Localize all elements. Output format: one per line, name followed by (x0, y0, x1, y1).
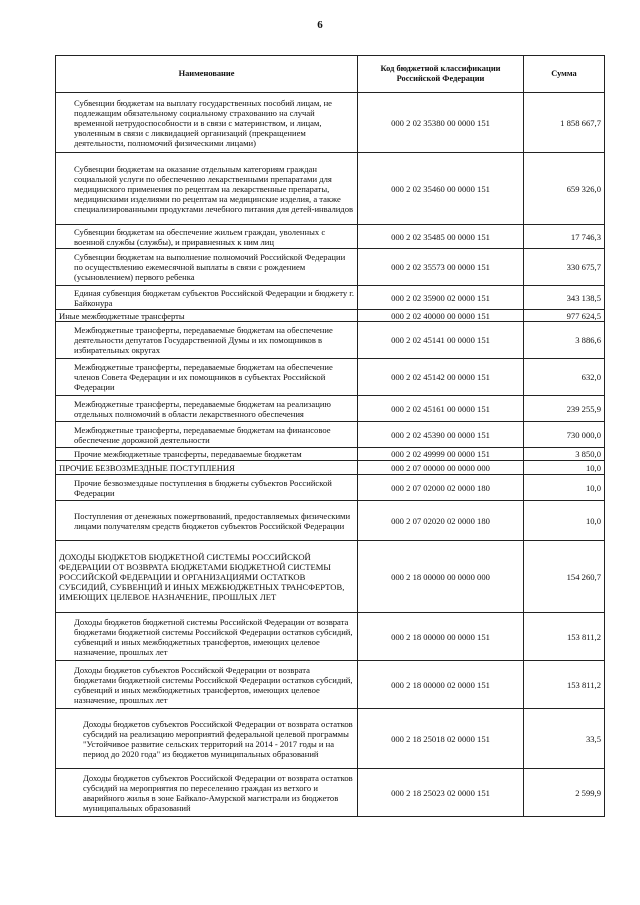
row-name: Доходы бюджетов субъектов Российской Федерации от возврата остатков субсидий на реализацию мероприятий федеральной целевой программы "Устойчивое развитие сельских территорий на 2014 - 2017 годы и на период до 2020 года" из бюджетов муниципальных образований (56, 709, 358, 769)
row-sum: 330 675,7 (524, 249, 605, 286)
table-row (56, 249, 605, 286)
table-row (56, 322, 605, 359)
table-row (56, 225, 605, 249)
row-sum: 10,0 (524, 461, 605, 475)
row-code: 000 2 02 49999 00 0000 151 (358, 448, 524, 461)
row-code: 000 2 02 45390 00 0000 151 (358, 422, 524, 448)
table-row (56, 769, 605, 817)
table-row (56, 475, 605, 501)
row-name: Прочие межбюджетные трансферты, передаваемые бюджетам (56, 448, 358, 461)
row-sum: 730 000,0 (524, 422, 605, 448)
table-row (56, 661, 605, 709)
row-name: Доходы бюджетов субъектов Российской Федерации от возврата остатков субсидий на мероприятия по переселению граждан из ветхого и аварийного жилья в зоне Байкало-Амурской магистрали из бюджетов муниципальных образований (56, 769, 358, 817)
row-code: 000 2 18 25023 02 0000 151 (358, 769, 524, 817)
row-code: 000 2 02 40000 00 0000 151 (358, 310, 524, 322)
row-name: Межбюджетные трансферты, передаваемые бюджетам на финансовое обеспечение дорожной деятельности (56, 422, 358, 448)
row-code: 000 2 02 35380 00 0000 151 (358, 93, 524, 153)
row-sum: 343 138,5 (524, 286, 605, 310)
row-name: Субвенции бюджетам на обеспечение жильем граждан, уволенных с военной службы (службы), и приравненных к ним лиц (56, 225, 358, 249)
table-row (56, 310, 605, 322)
row-name: ДОХОДЫ БЮДЖЕТОВ БЮДЖЕТНОЙ СИСТЕМЫ РОССИЙСКОЙ ФЕДЕРАЦИИ ОТ ВОЗВРАТА БЮДЖЕТАМИ БЮДЖЕТНОЙ СИСТЕМЫ РОССИЙСКОЙ ФЕДЕРАЦИИ И ОРГАНИЗАЦИЯМИ ОСТАТКОВ СУБСИДИЙ, СУБВЕНЦИЙ И ИНЫХ МЕЖБЮДЖЕТНЫХ ТРАНСФЕРТОВ, ИМЕЮЩИХ ЦЕЛЕВОЕ НАЗНАЧЕНИЕ, ПРОШЛЫХ ЛЕТ (56, 541, 358, 613)
row-code: 000 2 02 35485 00 0000 151 (358, 225, 524, 249)
header-name: Наименование (56, 56, 358, 93)
row-name: Межбюджетные трансферты, передаваемые бюджетам на реализацию отдельных полномочий в области лекарственного обеспечения (56, 396, 358, 422)
row-sum: 17 746,3 (524, 225, 605, 249)
row-name: Межбюджетные трансферты, передаваемые бюджетам на обеспечение членов Совета Федерации и их помощников в субъектах Российской Федерации (56, 359, 358, 396)
table-row (56, 501, 605, 541)
page-number: 6 (317, 19, 323, 31)
row-code: 000 2 02 35900 02 0000 151 (358, 286, 524, 310)
row-sum: 33,5 (524, 709, 605, 769)
row-sum: 10,0 (524, 501, 605, 541)
table-row (56, 448, 605, 461)
header-sum: Сумма (524, 56, 605, 93)
table-row (56, 93, 605, 153)
row-name: ПРОЧИЕ БЕЗВОЗМЕЗДНЫЕ ПОСТУПЛЕНИЯ (56, 461, 358, 475)
row-code: 000 2 02 35460 00 0000 151 (358, 153, 524, 225)
row-code: 000 2 02 45141 00 0000 151 (358, 322, 524, 359)
row-name: Доходы бюджетов бюджетной системы Российской Федерации от возврата бюджетами бюджетной системы Российской Федерации остатков субсидий, субвенций и иных межбюджетных трансфертов, имеющих целевое назначение, прошлых лет (56, 613, 358, 661)
row-code: 000 2 07 00000 00 0000 000 (358, 461, 524, 475)
row-name: Доходы бюджетов субъектов Российской Федерации от возврата бюджетами бюджетной системы Российской Федерации остатков субсидий, субвенций и иных межбюджетных трансфертов, имеющих целевое назначение, прошлых лет (56, 661, 358, 709)
row-code: 000 2 02 35573 00 0000 151 (358, 249, 524, 286)
table-row (56, 359, 605, 396)
row-name: Единая субвенция бюджетам субъектов Российской Федерации и бюджету г. Байконура (56, 286, 358, 310)
table-row (56, 153, 605, 225)
row-sum: 2 599,9 (524, 769, 605, 817)
table-row (56, 613, 605, 661)
row-sum: 977 624,5 (524, 310, 605, 322)
row-sum: 3 886,6 (524, 322, 605, 359)
row-sum: 1 858 667,7 (524, 93, 605, 153)
table-row (56, 541, 605, 613)
table-row (56, 396, 605, 422)
row-code: 000 2 18 25018 02 0000 151 (358, 709, 524, 769)
row-code: 000 2 07 02020 02 0000 180 (358, 501, 524, 541)
row-sum: 632,0 (524, 359, 605, 396)
row-sum: 153 811,2 (524, 661, 605, 709)
table-header-row (56, 56, 605, 93)
row-name: Прочие безвозмездные поступления в бюджеты субъектов Российской Федерации (56, 475, 358, 501)
table-row (56, 422, 605, 448)
table-row (56, 286, 605, 310)
table-row (56, 461, 605, 475)
table-row (56, 709, 605, 769)
header-code: Код бюджетной классификации Российской Федерации (358, 56, 524, 93)
row-code: 000 2 02 45142 00 0000 151 (358, 359, 524, 396)
row-name: Поступления от денежных пожертвований, предоставляемых физическими лицами получателям средств бюджетов субъектов Российской Федерации (56, 501, 358, 541)
row-sum: 10,0 (524, 475, 605, 501)
row-sum: 153 811,2 (524, 613, 605, 661)
row-sum: 659 326,0 (524, 153, 605, 225)
row-name: Субвенции бюджетам на оказание отдельным категориям граждан социальной услуги по обеспечению лекарственными препаратами для медицинского применения по рецептам на лекарственные препараты, медицинскими изделиями по рецептам на медицинские изделия, а также специализированными продуктами лечебного питания для детей-инвалидов (56, 153, 358, 225)
row-sum: 239 255,9 (524, 396, 605, 422)
budget-table (55, 55, 605, 817)
row-code: 000 2 18 00000 00 0000 151 (358, 613, 524, 661)
row-code: 000 2 18 00000 00 0000 000 (358, 541, 524, 613)
row-sum: 154 260,7 (524, 541, 605, 613)
row-code: 000 2 07 02000 02 0000 180 (358, 475, 524, 501)
row-name: Субвенции бюджетам на выплату государственных пособий лицам, не подлежащим обязательному социальному страхованию на случай временной нетрудоспособности и в связи с материнством, и лицам, уволенным в связи с ликвидацией организаций (прекращением деятельности, полномочий физическими лицами) (56, 93, 358, 153)
row-sum: 3 850,0 (524, 448, 605, 461)
row-code: 000 2 02 45161 00 0000 151 (358, 396, 524, 422)
row-name: Иные межбюджетные трансферты (56, 310, 358, 322)
row-name: Субвенции бюджетам на выполнение полномочий Российской Федерации по осуществлению ежемесячной выплаты в связи с рождением (усыновлением) первого ребенка (56, 249, 358, 286)
row-code: 000 2 18 00000 02 0000 151 (358, 661, 524, 709)
row-name: Межбюджетные трансферты, передаваемые бюджетам на обеспечение деятельности депутатов Государственной Думы и их помощников в избирательных округах (56, 322, 358, 359)
